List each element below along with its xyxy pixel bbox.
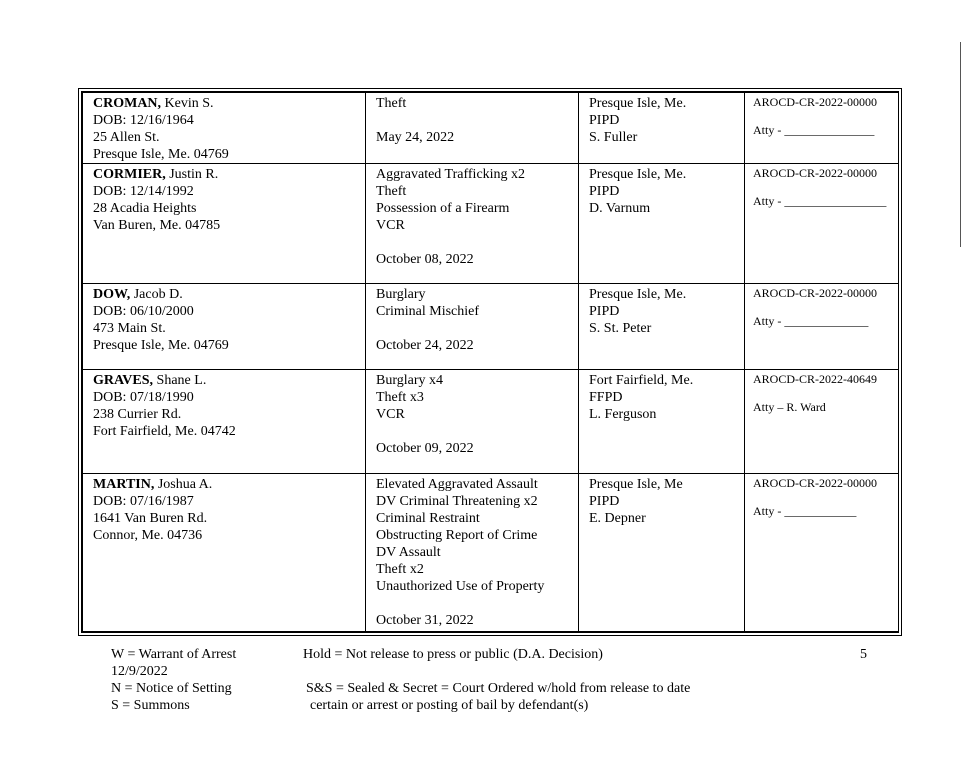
agency-location: Presque Isle, Me. <box>589 167 687 182</box>
offense-date: October 08, 2022 <box>376 252 474 267</box>
agency-code: PIPD <box>589 494 620 509</box>
charges-cell <box>366 474 579 632</box>
defendant-dob: DOB: 06/10/2000 <box>93 304 194 319</box>
report-date: 12/9/2022 <box>111 664 168 679</box>
docket-number: AROCD-CR-2022-00000 <box>753 476 878 490</box>
legend-hold: Hold = Not release to press or public (D.A. Decision) <box>303 647 603 662</box>
charge-item: Possession of a Firearm <box>376 201 510 216</box>
agency-cell <box>579 93 745 164</box>
charge-item: VCR <box>376 218 405 233</box>
defendant-last-name: CORMIER, <box>93 167 166 182</box>
defendant-last-name: CROMAN, <box>93 96 162 111</box>
charge-item: VCR <box>376 407 405 422</box>
charge-item: Theft <box>376 184 407 199</box>
officer-name: D. Varnum <box>589 201 651 216</box>
charges-cell <box>366 284 579 370</box>
officer-name: S. Fuller <box>589 130 638 145</box>
defendant-dob: DOB: 07/16/1987 <box>93 494 194 509</box>
docket-number: AROCD-CR-2022-00000 <box>753 166 878 180</box>
charges-cell <box>366 164 579 284</box>
defendant-last-name: MARTIN, <box>93 477 155 492</box>
officer-name: E. Depner <box>589 511 646 526</box>
offense-date: May 24, 2022 <box>376 130 455 145</box>
defendant-address-street: 25 Allen St. <box>93 130 160 145</box>
defendant-address-city: Van Buren, Me. 04785 <box>93 218 221 233</box>
attorney: Atty - ____________ <box>753 504 857 518</box>
legend-summons: S = Summons <box>111 698 190 713</box>
docket-number: AROCD-CR-2022-00000 <box>753 286 878 300</box>
defendant-first-name: Shane L. <box>156 373 207 388</box>
table-row <box>83 284 899 370</box>
spacer <box>753 300 898 314</box>
defendant-first-name: Joshua A. <box>157 477 213 492</box>
spacer <box>753 180 898 194</box>
table-row <box>83 474 899 632</box>
defendant-first-name: Justin R. <box>169 167 219 182</box>
defendant-name <box>93 166 365 183</box>
attorney: Atty – R. Ward <box>753 400 826 414</box>
agency-location: Fort Fairfield, Me. <box>589 373 694 388</box>
legend-notice: N = Notice of Setting <box>111 681 232 696</box>
agency-code: PIPD <box>589 304 620 319</box>
scan-edge-line <box>960 42 961 247</box>
attorney: Atty - ______________ <box>753 314 869 328</box>
spacer <box>376 423 578 440</box>
docket-table-frame <box>78 88 902 636</box>
agency-code: PIPD <box>589 184 620 199</box>
defendant-first-name: Kevin S. <box>164 96 214 111</box>
spacer <box>376 320 578 337</box>
defendant-address-street: 28 Acadia Heights <box>93 201 197 216</box>
table-row <box>83 164 899 284</box>
defendant-first-name: Jacob D. <box>133 287 183 302</box>
agency-code: FFPD <box>589 390 623 405</box>
spacer <box>376 112 578 129</box>
agency-location: Presque Isle, Me. <box>589 96 687 111</box>
charges-cell <box>366 93 579 164</box>
charge-item: Criminal Restraint <box>376 511 480 526</box>
spacer <box>753 109 898 123</box>
attorney: Atty - _______________ <box>753 123 875 137</box>
charge-item: Criminal Mischief <box>376 304 480 319</box>
defendant-cell <box>83 93 366 164</box>
spacer <box>376 234 578 251</box>
defendant-name <box>93 476 365 493</box>
defendant-address-street: 473 Main St. <box>93 321 166 336</box>
agency-cell <box>579 370 745 474</box>
agency-code: PIPD <box>589 113 620 128</box>
page-number: 5 <box>860 647 867 662</box>
docket-cell <box>745 370 899 474</box>
docket-cell <box>745 474 899 632</box>
spacer <box>376 595 578 612</box>
officer-name: L. Ferguson <box>589 407 657 422</box>
charge-item: Burglary x4 <box>376 373 444 388</box>
spacer <box>753 386 898 400</box>
legend-sealed-secret-cont: certain or arrest or posting of bail by defendant(s) <box>310 698 589 713</box>
officer-name: S. St. Peter <box>589 321 652 336</box>
charge-item: Unauthorized Use of Property <box>376 579 545 594</box>
defendant-address-city: Presque Isle, Me. 04769 <box>93 147 229 162</box>
defendant-address-street: 238 Currier Rd. <box>93 407 182 422</box>
docket-cell <box>745 93 899 164</box>
charge-item: Theft x3 <box>376 390 424 405</box>
defendant-name <box>93 286 365 303</box>
attorney: Atty - _________________ <box>753 194 887 208</box>
charge-item: Theft <box>376 96 407 111</box>
defendant-address-street: 1641 Van Buren Rd. <box>93 511 208 526</box>
charge-item: Aggravated Trafficking x2 <box>376 167 526 182</box>
charge-item: DV Assault <box>376 545 441 560</box>
offense-date: October 31, 2022 <box>376 613 474 628</box>
defendant-address-city: Connor, Me. 04736 <box>93 528 203 543</box>
docket-cell <box>745 284 899 370</box>
defendant-cell <box>83 164 366 284</box>
agency-location: Presque Isle, Me <box>589 477 683 492</box>
defendant-last-name: GRAVES, <box>93 373 154 388</box>
legend-warrant: W = Warrant of Arrest <box>111 647 237 662</box>
defendant-address-city: Fort Fairfield, Me. 04742 <box>93 424 236 439</box>
defendant-cell <box>83 474 366 632</box>
charge-item: DV Criminal Threatening x2 <box>376 494 538 509</box>
charge-item: Burglary <box>376 287 426 302</box>
charge-item: Theft x2 <box>376 562 424 577</box>
defendant-last-name: DOW, <box>93 287 131 302</box>
docket-table <box>82 92 899 632</box>
charges-cell <box>366 370 579 474</box>
defendant-name <box>93 95 365 112</box>
defendant-dob: DOB: 07/18/1990 <box>93 390 194 405</box>
legend-sealed-secret: S&S = Sealed & Secret = Court Ordered w/hold from release to date <box>306 681 691 696</box>
docket-number: AROCD-CR-2022-40649 <box>753 372 878 386</box>
agency-cell <box>579 284 745 370</box>
agency-location: Presque Isle, Me. <box>589 287 687 302</box>
defendant-dob: DOB: 12/14/1992 <box>93 184 194 199</box>
defendant-dob: DOB: 12/16/1964 <box>93 113 194 128</box>
spacer <box>753 490 898 504</box>
charge-item: Elevated Aggravated Assault <box>376 477 538 492</box>
charge-item: Obstructing Report of Crime <box>376 528 538 543</box>
docket-cell <box>745 164 899 284</box>
offense-date: October 09, 2022 <box>376 441 474 456</box>
table-row <box>83 93 899 164</box>
offense-date: October 24, 2022 <box>376 338 474 353</box>
defendant-cell <box>83 370 366 474</box>
defendant-address-city: Presque Isle, Me. 04769 <box>93 338 229 353</box>
agency-cell <box>579 474 745 632</box>
docket-number: AROCD-CR-2022-00000 <box>753 95 878 109</box>
agency-cell <box>579 164 745 284</box>
table-row <box>83 370 899 474</box>
defendant-name <box>93 372 365 389</box>
defendant-cell <box>83 284 366 370</box>
